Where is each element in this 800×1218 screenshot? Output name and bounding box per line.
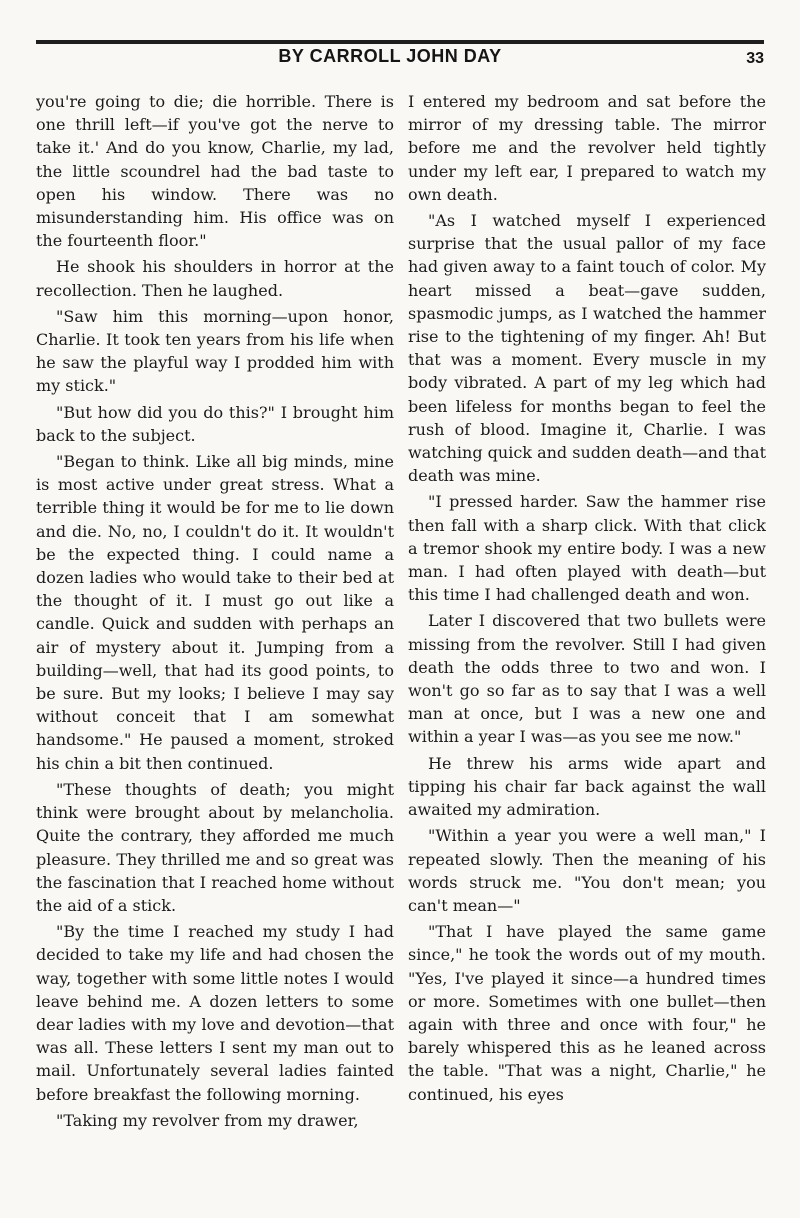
paragraph: "Taking my revolver from my drawer, — [56, 1110, 359, 1130]
paragraph: "As I watched myself I experienced surprise that the usual pallor of my face had given away to a faint touch of color. My heart missed a beat—gave sudden, spasmodic jumps, as I watched the hammer rise to the tightening of my finger. Ah! But that was a moment. Every muscle in my body vibrated. A part of my leg which had been lifeless for months began to feel the rush of blood. Imagine it, Charlie. I was watching quick and sudden death—and that death was mine. — [408, 211, 766, 486]
paragraph: He shook his shoulders in horror at the recollection. Then he laughed. — [36, 257, 394, 300]
running-header-author: BY CARROLL JOHN DAY — [278, 46, 502, 66]
paragraph: I entered my bedroom and sat before the mirror of my dressing table. The mirror before me and the revolver held tightly under my left ear, I prepared to watch my own death. — [408, 92, 766, 204]
paragraph: "Within a year you were a well man," I repeated slowly. Then the meaning of his words struck me. "You don't mean; you can't mean—" — [408, 826, 766, 915]
paragraph: you're going to die; die horrible. There is one thrill left—if you've got the nerve to take it.' And do you know, Charlie, my lad, the little scoundrel had the bad taste to open his window. There was no misunderstanding him. His office was on the fourteenth floor." — [36, 92, 394, 251]
page-number: 33 — [746, 50, 764, 67]
right-column — [408, 90, 766, 1210]
paragraph: "I pressed harder. Saw the hammer rise then fall with a sharp click. With that click a tremor shook my entire body. I was a new man. I had often played with death—but this time I had challenged death and won. — [408, 492, 766, 605]
header-rule — [36, 40, 764, 44]
paragraph: "These thoughts of death; you might think were brought about by melancholia. Quite the contrary, they afforded me much pleasure. They thrilled me and so great was the fascination that I reached home without the aid of a stick. — [36, 779, 394, 915]
paragraph: "Began to think. Like all big minds, mine is most active under great stress. What a terrible thing it would be for me to lie down and die. No, no, I couldn't do it. It wouldn't be the expected thing. I could name a dozen ladies who would take to their bed at the thought of it. I must go out like a candle. Quick and sudden with perhaps an air of mystery about it. Jumping from a building—well, that had its good points, to be sure. But my looks; I believe I may say without conceit that I am somewhat handsome." He paused a moment, stroked his chin a bit then continued. — [36, 452, 394, 773]
paragraph: "By the time I reached my study I had decided to take my life and had chosen the way, together with some little notes I would leave behind me. A dozen letters to some dear ladies with my love and devotion—that was all. These letters I sent my man out to mail. Unfortunately several ladies fainted before breakfast the following morning. — [36, 922, 394, 1104]
paragraph: "Saw him this morning—upon honor, Charlie. It took ten years from his life when he saw the playful way I prodded him with my stick." — [36, 306, 394, 396]
paragraph: "But how did you do this?" I brought him back to the subject. — [36, 402, 394, 445]
paragraph: He threw his arms wide apart and tipping his chair far back against the wall awaited my admiration. — [408, 753, 766, 820]
paragraph: "That I have played the same game since," he took the words out of my mouth. "Yes, I've played it since—a hundred times or more. Sometimes with one bullet—then again with three and once with four," he barely whispered this as he leaned across the table. "That was a night, Charlie," he continued, his eyes — [408, 922, 766, 1104]
paragraph: Later I discovered that two bullets were missing from the revolver. Still I had given death the odds three to two and won. I won't go so far as to say that I was a well man at once, but I was a new one and within a year I was—as you see me now." — [408, 611, 766, 747]
left-column — [36, 90, 394, 1210]
